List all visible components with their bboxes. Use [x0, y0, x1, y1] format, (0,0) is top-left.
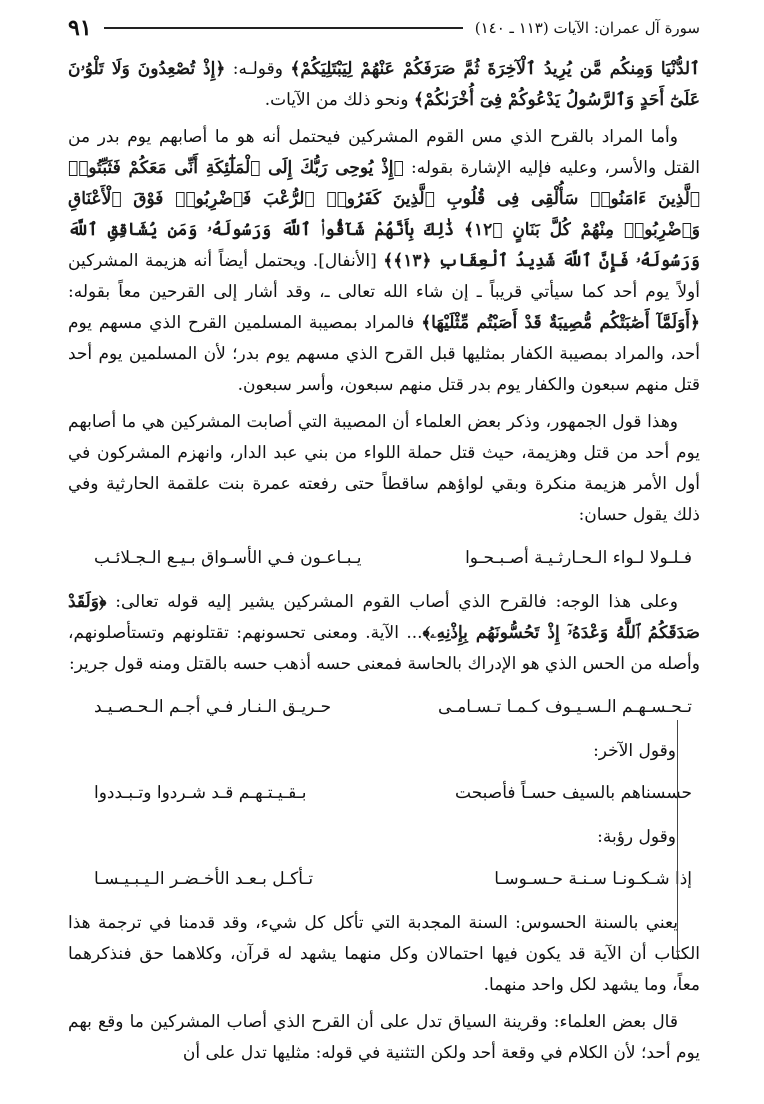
quran-quote: ﴿إِذْ تُصْعِدُونَ وَلَا تَلْوُۥنَ عَلَىٰٓ أَحَدٍ وَٱلرَّسُولُ يَدْعُوكُمْ فِىٓ أُخْرَىٰكُمْ﴾	[68, 59, 700, 110]
paragraph-3: وهذا قول الجمهور، وذكر بعض العلماء أن المصيبة التي أصابت المشركين هي ما أصابهم يوم أحد من قتل وهزيمة، حيث قتل حملة اللواء من بني عبد الدار، وانهزم المشركون في أول الأمر هزيمة منكرة وبقي لواؤهم ساقطاً حتى رفعته عمرة بنت علقمة الحارثية وفي ذلك يقول حسان:	[68, 412, 700, 525]
page-number: ٩١	[68, 15, 92, 41]
paragraph-1	[68, 54, 700, 116]
quran-quote: ٱلدُّنْيَا وَمِنكُم مَّن يُرِيدُ ٱلْآخِرَةَ ثُمَّ صَرَفَكُمْ عَنْهُمْ لِيَبْتَلِيَكُمْ﴾	[290, 59, 701, 79]
page-header	[68, 10, 700, 46]
text-span: فالمراد بمصيبة المسلمين القرح الذي مسهم يوم أحد، والمراد بمصيبة الكفار بمثليها قبل القرح الذي مسهم يوم بدر؛ لأن المسلمين يوم أحد قتل منهم سبعون والكفار يوم بدر قتل منهم سبعون، وأسر سبعون.	[68, 313, 700, 395]
margin-rule	[677, 720, 678, 960]
paragraph-5: يعني بالسنة الحسوس: السنة المجدبة التي تأكل كل شيء، وقد قدمنا في ترجمة هذا الكتاب أن الآية قد يكون فيها احتمالان وكل منهما يشهد له قرآن، وكلاهما حق فنذكرهما معاً، وما يشهد لكل واحد منهما.	[68, 913, 700, 995]
verse-second-hemistich: بـقـيـتـهـم قـد شـردوا وتـبـددوا	[94, 783, 307, 803]
quran-quote: ﴿إِذْ يُوحِى رَبُّكَ إِلَى ٱلْمَلَٰٓئِكَةِ أَنِّى مَعَكُمْ فَثَبِّتُوا۟ ٱلَّذِينَ ءَامَنُوا۟ سَأُلْقِى فِى قُلُوبِ ٱلَّذِينَ كَفَرُوا۟ ٱلرُّعْبَ فَٱضْرِبُوا۟ فَوْقَ ٱلْأَعْنَاقِ وَٱضْرِبُوا۟ مِنْهُمْ كُلَّ بَنَانٍ ﴿١٢﴾ ذَٰلِكَ بِأَنَّهُمْ شَآقُّوا۟ ٱللَّهَ وَرَسُولَهُۥ وَمَن يُشَاقِقِ ٱللَّهَ وَرَسُولَهُۥ فَإِنَّ ٱللَّهَ شَدِيدُ ٱلْعِقَابِ ﴿١٣﴾﴾	[68, 158, 700, 271]
text-span: ونحو ذلك من الآيات.	[264, 90, 414, 110]
poem-intro: وقول رؤبة:	[597, 827, 676, 847]
poem-verse	[68, 543, 700, 573]
paragraph-6: قال بعض العلماء: وقرينة السياق تدل على أن القرح الذي أصاب المشركين ما وقع بهم يوم أحد؛ لأن الكلام في وقعة أحد ولكن التثنية في قوله: مثليها تدل على أن	[68, 1012, 700, 1063]
quran-quote: ﴿أَوَلَمَّآ أَصَٰبَتْكُم مُّصِيبَةٌ قَدْ أَصَبْتُم مِّثْلَيْهَا﴾	[421, 313, 700, 333]
verse-second-hemistich: يـبـاعـون فـي الأسـواق بـيـع الـجـلائـب	[94, 548, 362, 568]
verse-first-hemistich: إذا شـكـونـا سـنـة حـسـوسـا	[494, 869, 692, 889]
text-span: وأما المراد بالقرح الذي مس القوم المشركين فيحتمل أنه هو ما أصابهم يوم بدر من القتل والأسر، وعليه فإليه الإشارة بقوله:	[68, 127, 700, 178]
poem-verse	[68, 692, 700, 722]
paragraph-2	[68, 122, 700, 401]
header-rule	[104, 27, 463, 29]
verse-second-hemistich: حـريـق الـنـار فـي أجـم الـحـصـيـد	[94, 697, 332, 717]
quran-quote: ﴿وَلَقَدْ صَدَقَكُمُ ٱللَّهُ وَعْدَهُۥٓ إِذْ تَحُسُّونَهُم بِإِذْنِهِۦ﴾	[68, 592, 700, 643]
verse-first-hemistich: فـلـولا لـواء الـحـارثـيـة أصـبـحـوا	[465, 548, 692, 568]
text-span: ... الآية. ومعنى تحسونهم: تقتلونهم وتستأصلونهم، وأصله من الحس الذي هو الإدراك بالحاسة فمعنى حسه أذهب حسه بالقتل ومنه قول جرير:	[68, 623, 700, 674]
paragraph-4	[68, 587, 700, 680]
poem-intro: وقول الآخر:	[593, 741, 676, 761]
poem-verse	[68, 778, 700, 808]
verse-first-hemistich: حسسناهم بالسيف حسـاً فأصبحت	[455, 783, 692, 803]
chapter-title: سورة آل عمران: الآيات (١١٣ ـ ١٤٠)	[474, 19, 700, 37]
verse-second-hemistich: تـأكـل بـعـد الأخـضـر الـيـبـيـسـا	[94, 869, 314, 889]
text-span: وقولـه:	[225, 59, 291, 79]
verse-first-hemistich: تـحـسـهـم الـسـيـوف كـمـا تـسـامـى	[437, 697, 692, 717]
page-body	[68, 54, 700, 1069]
poem-verse	[68, 864, 700, 894]
text-span: وعلى هذا الوجه: فالقرح الذي أصاب القوم المشركين يشير إليه قوله تعالى:	[106, 592, 678, 612]
text-span: [الأنفال]. ويحتمل أيضاً أنه هزيمة المشركين أولاً يوم أحد كما سيأتي قريباً ـ إن شاء الله تعالى ـ، وقد أشار إلى القرحين معاً بقوله:	[68, 251, 700, 302]
